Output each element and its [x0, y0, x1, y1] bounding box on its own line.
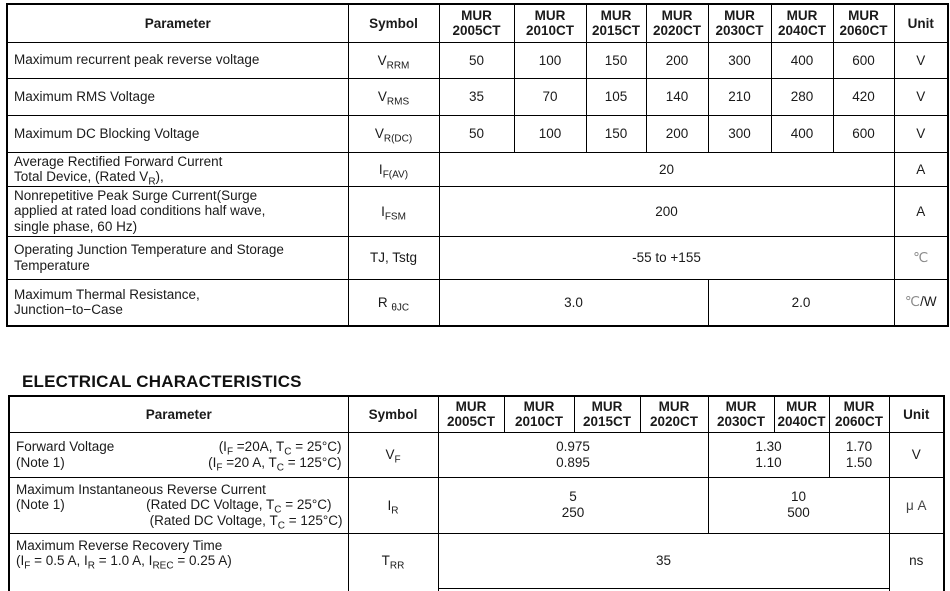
t2-col-device-2005ct — [438, 396, 504, 432]
param-cell — [9, 533, 348, 588]
t1-row-tj-tstg — [7, 236, 948, 279]
t1-col-symbol: Symbol — [348, 4, 439, 42]
electrical-characteristics-table — [8, 395, 945, 591]
param-cell: Maximum recurrent peak reverse voltage — [7, 42, 348, 78]
unit-cell: A — [894, 152, 948, 186]
value-line: 10 — [790, 489, 807, 504]
value-line: 1.50 — [845, 454, 873, 470]
t1-header-row — [7, 4, 948, 42]
electrical-characteristics-heading: ELECTRICAL CHARACTERISTICS — [22, 372, 302, 391]
t1-col-device-2015ct — [586, 4, 646, 42]
symbol-cell: $I_{FSM}$ — [348, 186, 439, 236]
t1-col-device-2005ct — [439, 4, 514, 42]
condition-text: ($I_F =20A$, $T_C = 25^\circ C$) — [218, 439, 342, 458]
value-line: 1.70 — [845, 438, 873, 454]
value-cell: 70 — [514, 78, 586, 115]
value-line: 5 — [569, 489, 577, 504]
value-line: 0.895 — [556, 454, 590, 470]
value-cell: 150 — [586, 115, 646, 152]
device-suffix: 2040CT — [777, 23, 827, 39]
t2-header-row — [9, 396, 944, 432]
value-cell: 400 — [771, 115, 833, 152]
device-prefix: MUR — [843, 399, 875, 415]
symbol-cell: $V_{RRM}$ — [348, 42, 439, 78]
value-line: 1.10 — [755, 454, 782, 470]
value-cell: 150 — [586, 42, 646, 78]
param-line — [16, 454, 344, 474]
t1-col-device-2040ct — [771, 4, 833, 42]
t1-row-vrms — [7, 78, 948, 115]
value-cell: 140 — [646, 78, 708, 115]
param-cell — [9, 477, 348, 533]
device-suffix: 2020CT — [649, 414, 699, 430]
t2-col-device-2010ct — [504, 396, 574, 432]
device-suffix: 2020CT — [652, 23, 702, 39]
t2-col-symbol: Symbol — [348, 396, 438, 432]
maximum-ratings-table — [6, 3, 949, 327]
symbol-cell: $V_{RMS}$ — [348, 78, 439, 115]
param-cell — [7, 186, 348, 236]
device-prefix: MUR — [724, 8, 755, 24]
unit-cell: ns — [889, 533, 944, 588]
param-line: Maximum Thermal Resistance, — [14, 286, 200, 302]
param-cell — [7, 236, 348, 279]
condition-text: ($I_F =20$ A, $T_C = 125^\circ C$) — [208, 454, 342, 474]
t2-col-device-2015ct — [574, 396, 640, 432]
symbol-cell: R $_{\theta JC}$ — [348, 279, 439, 326]
note-text: (Note 1) — [16, 454, 65, 470]
param-line — [16, 497, 344, 516]
param-cell — [7, 279, 348, 326]
param-line: Operating Junction Temperature and Storage — [14, 242, 284, 257]
device-suffix: 2005CT — [446, 414, 496, 430]
t2-col-device-2030ct — [708, 396, 774, 432]
t1-row-ifsm — [7, 186, 948, 236]
device-suffix: 2015CT — [582, 414, 632, 430]
value-cell: 50 — [439, 42, 514, 78]
param-line: Nonrepetitive Peak Surge Current(Surge — [14, 187, 258, 203]
symbol-cell: $I_R$ — [348, 477, 438, 533]
device-prefix: MUR — [455, 399, 487, 415]
param-cell: Maximum DC Blocking Voltage — [7, 115, 348, 152]
t2-col-device-2020ct — [640, 396, 708, 432]
unit-cell: V — [889, 432, 944, 477]
vf-group2-cell — [708, 432, 829, 477]
value-cell: 280 — [771, 78, 833, 115]
celsius-unit: ℃ — [913, 249, 929, 265]
t1-row-rthjc — [7, 279, 948, 326]
t1-row-vrdc — [7, 115, 948, 152]
device-suffix: 2040CT — [777, 414, 826, 430]
value-group-low-cell: 3.0 — [439, 279, 708, 326]
value-cell: 300 — [708, 42, 771, 78]
value-group-high-cell: 2.0 — [708, 279, 894, 326]
param-line: Average Rectified Forward Current — [14, 153, 223, 169]
condition-text: (Rated DC Voltage, $T_C = 125^\circ C$) — [149, 512, 343, 532]
param-line: Junction−to−Case — [14, 302, 123, 318]
value-cell: 600 — [833, 42, 894, 78]
device-suffix: 2010CT — [514, 414, 564, 430]
device-prefix: MUR — [786, 399, 817, 415]
symbol-cell: $V_F$ — [348, 432, 438, 477]
t1-col-device-2030ct — [708, 4, 771, 42]
device-suffix: 2060CT — [834, 414, 884, 430]
param-cell: Maximum RMS Voltage — [7, 78, 348, 115]
param-text: Maximum Reverse Recovery Time — [16, 537, 223, 553]
trr-value-cell: 35 — [438, 533, 889, 588]
param-line — [16, 439, 344, 458]
param-cell — [7, 152, 348, 186]
param-line: Temperature — [14, 257, 90, 273]
param-text: Maximum Instantaneous Reverse Current — [16, 481, 266, 497]
unit-cell: V — [894, 115, 948, 152]
symbol-cell: $T_{RR}$ — [348, 533, 438, 588]
unit-suffix: /W — [920, 294, 937, 310]
value-cell: 420 — [833, 78, 894, 115]
value-span-cell: -55 to +155 — [439, 236, 894, 279]
device-prefix: MUR — [534, 8, 566, 24]
device-suffix: 2060CT — [839, 23, 888, 39]
param-cell — [9, 432, 348, 477]
t2-col-parameter: Parameter — [9, 396, 348, 432]
value-cell: 50 — [439, 115, 514, 152]
device-suffix: 2005CT — [452, 23, 501, 39]
value-cell: 100 — [514, 115, 586, 152]
unit-cell: A — [894, 186, 948, 236]
value-cell: 200 — [646, 42, 708, 78]
device-prefix: MUR — [658, 399, 690, 415]
value-cell: 210 — [708, 78, 771, 115]
t1-row-ifav — [7, 152, 948, 186]
value-span-cell: 200 — [439, 186, 894, 236]
t1-col-unit: Unit — [894, 4, 948, 42]
symbol-cell: $V_{R(DC)}$ — [348, 115, 439, 152]
symbol-cell: $I_{F(AV)}$ — [348, 152, 439, 186]
t1-col-parameter: Parameter — [7, 4, 348, 42]
t2-row-ir — [9, 477, 944, 533]
t1-col-device-2020ct — [646, 4, 708, 42]
value-cell: 35 — [439, 78, 514, 115]
device-suffix: 2030CT — [715, 23, 764, 39]
unit-cell: V — [894, 42, 948, 78]
t2-row-vf — [9, 432, 944, 477]
value-cell: 400 — [771, 42, 833, 78]
device-prefix: MUR — [600, 8, 632, 24]
t1-col-device-2060ct — [833, 4, 894, 42]
device-prefix: MUR — [591, 399, 623, 415]
value-line: 0.975 — [556, 438, 590, 454]
value-line: 250 — [561, 505, 585, 520]
symbol-cell: TJ, Tstg — [348, 236, 439, 279]
device-suffix: 2015CT — [591, 23, 641, 39]
t1-col-device-2010ct — [514, 4, 586, 42]
t2-col-unit: Unit — [889, 396, 944, 432]
value-cell: 300 — [708, 115, 771, 152]
device-prefix: MUR — [848, 8, 879, 24]
value-cell: 105 — [586, 78, 646, 115]
unit-cell: V — [894, 78, 948, 115]
device-prefix: MUR — [461, 8, 492, 24]
device-prefix: MUR — [523, 399, 555, 415]
unit-cell — [894, 236, 948, 279]
device-prefix: MUR — [661, 8, 693, 24]
device-prefix: MUR — [786, 8, 818, 24]
device-prefix: MUR — [725, 399, 757, 415]
param-line: applied at rated load conditions half wave, — [14, 203, 266, 219]
t1-row-vrrm — [7, 42, 948, 78]
celsius-unit: ℃ — [904, 294, 921, 310]
device-suffix: 2010CT — [525, 23, 575, 39]
value-span-cell: 20 — [439, 152, 894, 186]
ir-group1-cell — [438, 477, 708, 533]
t2-col-device-2040ct — [774, 396, 829, 432]
ir-group2-cell — [708, 477, 889, 533]
param-text: Forward Voltage — [16, 439, 115, 454]
value-cell: 100 — [514, 42, 586, 78]
value-line: 500 — [787, 505, 810, 520]
note-text: (Note 1) — [16, 497, 65, 512]
vf-group1-cell — [438, 432, 708, 477]
condition-text: ($I_F = 0.5$ A, $I_R = 1.0$ A, $I_{REC} = 0.25$ A) — [16, 553, 232, 572]
param-line: Total Device, (Rated $V_R$), — [14, 169, 164, 186]
value-cell: 200 — [646, 115, 708, 152]
value-cell: 600 — [833, 115, 894, 152]
value-line: 1.30 — [755, 438, 782, 454]
unit-cell: μ A — [889, 477, 944, 533]
param-line: single phase, 60 Hz) — [14, 218, 138, 234]
device-suffix: 2030CT — [716, 414, 766, 430]
unit-cell — [894, 279, 948, 326]
t2-row-trr — [9, 533, 944, 588]
vf-group3-cell — [829, 432, 889, 477]
t2-col-device-2060ct — [829, 396, 889, 432]
condition-text: (Rated DC Voltage, $T_C = 25^\circ C$) — [146, 497, 332, 516]
